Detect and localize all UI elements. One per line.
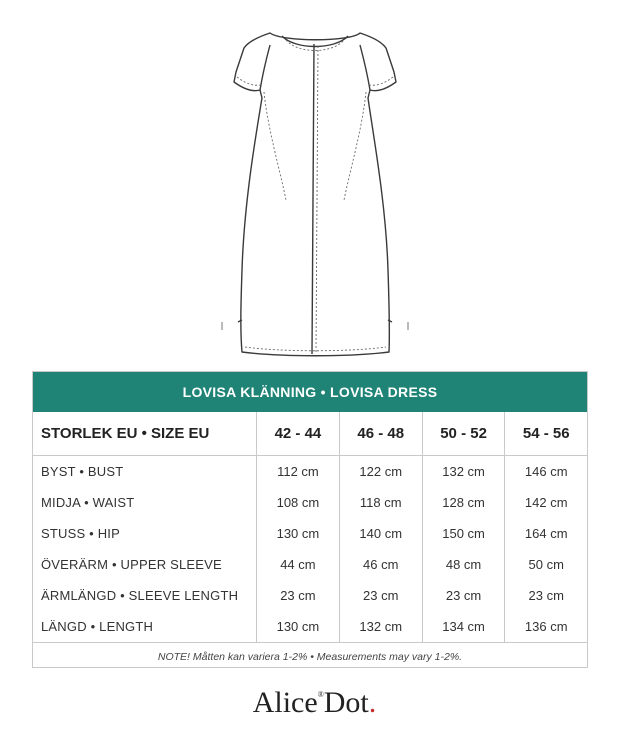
- brand-name-part1: Alice: [252, 686, 318, 719]
- measurement-value: 44 cm: [257, 549, 340, 580]
- size-column-header: 50 - 52: [422, 412, 505, 456]
- measurement-value: 23 cm: [422, 580, 505, 611]
- measurement-value: 134 cm: [422, 611, 505, 643]
- brand-name-part2: Dot: [323, 686, 369, 719]
- measurement-value: 108 cm: [257, 487, 340, 518]
- brand-dot: .: [368, 686, 377, 719]
- measurement-value: 130 cm: [257, 611, 340, 643]
- measurement-label: LÄNGD • LENGTH: [33, 611, 257, 643]
- measurement-value: 164 cm: [505, 518, 587, 549]
- measurement-note: NOTE! Måtten kan variera 1-2% • Measurements may vary 1-2%.: [157, 651, 463, 663]
- table-row: [33, 518, 587, 549]
- measurement-value: 142 cm: [505, 487, 587, 518]
- measurement-value: 46 cm: [339, 549, 422, 580]
- measurement-value: 50 cm: [505, 549, 587, 580]
- measurement-label: ÖVERÄRM • UPPER SLEEVE: [41, 557, 222, 572]
- size-header: STORLEK EU • SIZE EU: [33, 412, 257, 456]
- table-row: [33, 487, 587, 518]
- measurement-label: MIDJA • WAIST: [41, 495, 135, 510]
- measurement-value: 136 cm: [505, 611, 587, 643]
- table-header-row: [33, 412, 587, 456]
- brand-logo: [0, 686, 629, 720]
- measurement-value: 132 cm: [339, 611, 422, 643]
- table-row: [33, 611, 587, 643]
- measurement-value: 23 cm: [505, 580, 587, 611]
- measurement-value: 112 cm: [257, 456, 340, 488]
- size-table: [33, 412, 587, 643]
- registered-mark: ®: [317, 690, 324, 699]
- table-row: [33, 456, 587, 488]
- measurement-value: 128 cm: [422, 487, 505, 518]
- measurement-value: 122 cm: [339, 456, 422, 488]
- size-column-header: 42 - 44: [257, 412, 340, 456]
- measurement-value: 132 cm: [422, 456, 505, 488]
- size-column-header: 46 - 48: [339, 412, 422, 456]
- measurement-value: 140 cm: [339, 518, 422, 549]
- measurement-value: 23 cm: [257, 580, 340, 611]
- measurement-label: ÄRMLÄNGD • SLEEVE LENGTH: [41, 588, 239, 603]
- dress-sketch-icon: [200, 0, 430, 365]
- measurement-value: 118 cm: [339, 487, 422, 518]
- measurement-label: STUSS • HIP: [41, 526, 120, 541]
- measurement-value: 130 cm: [257, 518, 340, 549]
- size-column-header: 54 - 56: [505, 412, 587, 456]
- measurement-value: 23 cm: [339, 580, 422, 611]
- table-row: [33, 580, 587, 611]
- table-row: [33, 549, 587, 580]
- chart-title: LOVISA KLÄNNING • LOVISA DRESS: [33, 372, 587, 412]
- measurement-value: 150 cm: [422, 518, 505, 549]
- measurement-label: BYST • BUST: [41, 464, 124, 479]
- measurement-value: 146 cm: [505, 456, 587, 488]
- measurement-value: 48 cm: [422, 549, 505, 580]
- size-chart: [32, 371, 588, 668]
